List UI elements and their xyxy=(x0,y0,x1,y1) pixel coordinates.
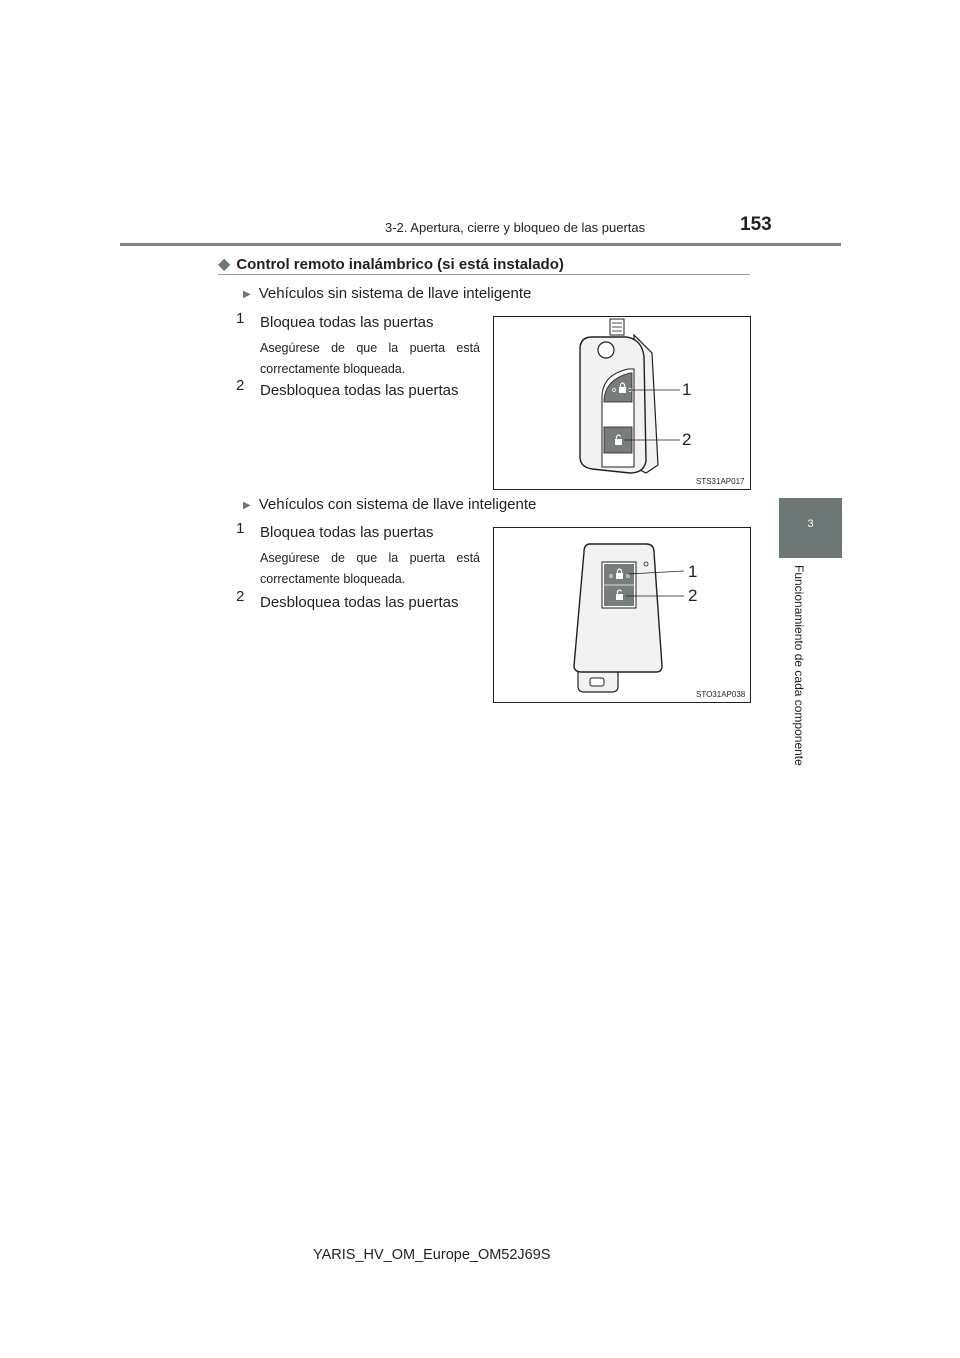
section-rule xyxy=(218,274,750,275)
flip-key-illustration xyxy=(494,317,750,489)
figure-flip-key xyxy=(493,316,751,490)
chapter-tab-label: Funcionamiento de cada componente xyxy=(792,565,806,766)
subheading-1 xyxy=(243,285,531,302)
note-text: Asegúrese de que la puerta está correctamente bloqueada. xyxy=(260,341,480,376)
item-text: Bloquea todas las puertas xyxy=(260,314,434,331)
item-text: Desbloquea todas las puertas xyxy=(260,594,459,611)
callout-1: 1 xyxy=(688,562,698,581)
item-number-badge: 2 xyxy=(236,588,245,605)
callout-2: 2 xyxy=(682,430,692,449)
header-rule xyxy=(120,243,841,246)
running-header: 3-2. Apertura, cierre y bloqueo de las puertas xyxy=(385,220,646,235)
section-title-text: Control remoto inalámbrico (si está instalado) xyxy=(236,256,564,273)
smart-key-illustration xyxy=(494,528,750,702)
footer-document-id: YARIS_HV_OM_Europe_OM52J69S xyxy=(313,1247,551,1263)
figure-smart-key xyxy=(493,527,751,703)
triangle-bullet-icon: ▶ xyxy=(243,500,251,511)
page-number: 153 xyxy=(740,214,772,235)
callout-2: 2 xyxy=(688,586,698,605)
subheading-1-text: Vehículos sin sistema de llave inteligente xyxy=(258,285,532,302)
subheading-2-text: Vehículos con sistema de llave inteligente xyxy=(258,496,537,513)
figure-code: STS31AP017 xyxy=(696,477,745,486)
note-text: Asegúrese de que la puerta está correctamente bloqueada. xyxy=(260,551,480,586)
subheading-2 xyxy=(243,496,536,513)
chapter-tab-number: 3 xyxy=(807,518,814,530)
diamond-icon: ◆ xyxy=(218,256,231,273)
item-text: Bloquea todas las puertas xyxy=(260,524,434,541)
figure-code: STO31AP038 xyxy=(696,690,746,699)
triangle-bullet-icon: ▶ xyxy=(243,289,251,300)
item-number-badge: 1 xyxy=(236,520,245,537)
item-number-badge: 1 xyxy=(236,310,245,327)
item-text: Desbloquea todas las puertas xyxy=(260,382,459,399)
callout-1: 1 xyxy=(682,380,692,399)
section-title xyxy=(218,254,564,274)
item-number-badge: 2 xyxy=(236,377,245,394)
